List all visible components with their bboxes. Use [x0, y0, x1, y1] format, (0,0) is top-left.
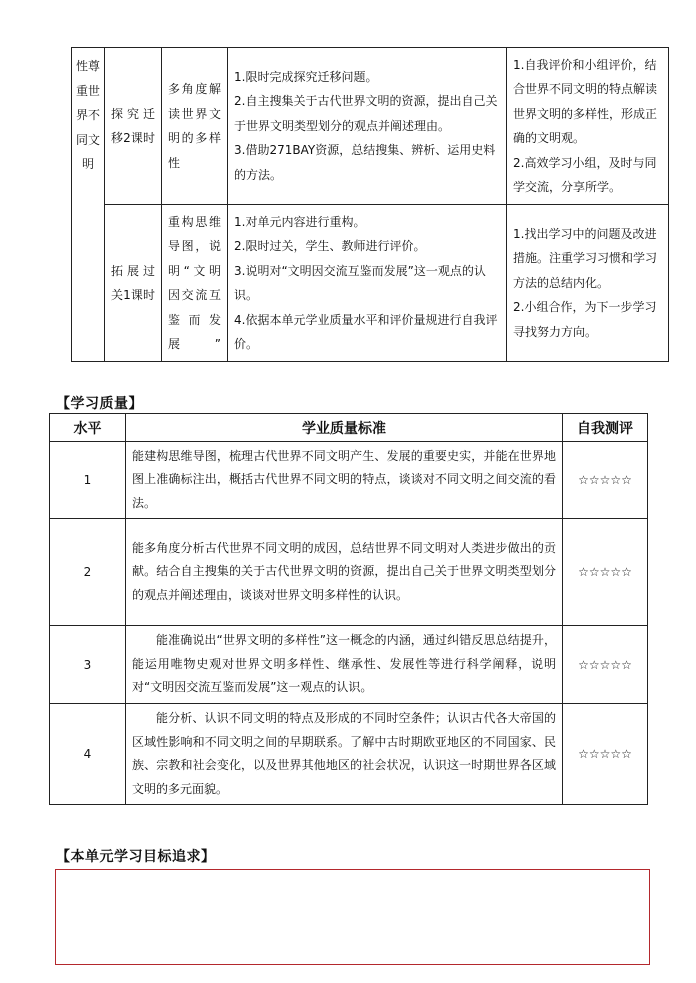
theme-cell — [72, 48, 105, 362]
table-row — [50, 519, 648, 626]
content-text: 重构思维导图，说明“文明因交流互鉴而发展” — [168, 214, 221, 351]
lesson-text: 探究迁移2课时 — [111, 106, 155, 145]
table-row — [50, 704, 648, 805]
theme-text: 性尊重世界不同文明 — [76, 59, 101, 171]
activities-cell — [228, 205, 507, 362]
table-row — [50, 442, 648, 519]
lesson-cell — [105, 48, 162, 205]
evaluation-item: 2.小组合作，为下一步学习寻找努力方向。 — [513, 300, 657, 339]
goal-input-box[interactable] — [55, 869, 650, 965]
lesson-text: 拓展过关1课时 — [111, 263, 155, 302]
star-rating[interactable]: ☆☆☆☆☆ — [563, 519, 648, 626]
table-row — [72, 205, 669, 362]
evaluation-item: 1.找出学习中的问题及改进措施。注重学习习惯和学习方法的总结内化。 — [513, 226, 658, 290]
level-cell: 4 — [50, 704, 126, 805]
activity-item: 1.限时完成探究迁移问题。 — [234, 69, 378, 84]
level-cell: 2 — [50, 519, 126, 626]
activity-item: 3.借助271BAY资源，总结搜集、辨析、运用史料的方法。 — [234, 143, 496, 182]
evaluation-cell — [507, 205, 669, 362]
activity-item: 1.对单元内容进行重构。 — [234, 214, 366, 229]
header-level: 水平 — [50, 414, 126, 442]
goal-section-title: 【本单元学习目标追求】 — [56, 849, 216, 865]
unit-plan-table — [71, 47, 669, 362]
activity-item: 4.依据本单元学业质量水平和评价量规进行自我评价。 — [234, 312, 498, 351]
standard-cell: 能分析、认识不同文明的特点及形成的不同时空条件；认识古代各大帝国的区域性影响和不同文明之间的早期联系。了解中古时期欧亚地区的不同国家、民族、宗教和社会变化，以及世界其他地区的社会状况，认识这一时期世界各区域文明的多元面貌。 — [126, 704, 563, 805]
evaluation-cell — [507, 48, 669, 205]
evaluation-item: 1.自我评价和小组评价，结合世界不同文明的特点解读世界文明的多样性，形成正确的文明观。 — [513, 57, 658, 145]
level-cell: 1 — [50, 442, 126, 519]
activity-item: 2.自主搜集关于古代世界文明的资源，提出自己关于世界文明类型划分的观点并阐述理由。 — [234, 94, 498, 133]
lesson-cell — [105, 205, 162, 362]
content-cell — [162, 205, 228, 362]
star-rating[interactable]: ☆☆☆☆☆ — [563, 626, 648, 704]
evaluation-item: 2.高效学习小组，及时与同学交流，分享所学。 — [513, 155, 657, 194]
header-standard: 学业质量标准 — [126, 414, 563, 442]
standard-cell: 能建构思维导图，梳理古代世界不同文明产生、发展的重要史实，并能在世界地图上准确标注出，概括古代世界不同文明的特点，谈谈对不同文明之间交流的看法。 — [126, 442, 563, 519]
quality-section-title: 【学习质量】 — [56, 396, 143, 412]
activities-cell — [228, 48, 507, 205]
star-rating[interactable]: ☆☆☆☆☆ — [563, 442, 648, 519]
table-row — [50, 626, 648, 704]
table-header-row — [50, 414, 648, 442]
star-rating[interactable]: ☆☆☆☆☆ — [563, 704, 648, 805]
quality-table — [49, 413, 648, 805]
standard-cell: 能多角度分析古代世界不同文明的成因，总结世界不同文明对人类进步做出的贡献。结合自主搜集的关于古代世界文明的资源，提出自己关于世界文明类型划分的观点并阐述理由，谈谈对世界文明多样性的认识。 — [126, 519, 563, 626]
level-cell: 3 — [50, 626, 126, 704]
table-row — [72, 48, 669, 205]
activity-item: 2.限时过关，学生、教师进行评价。 — [234, 239, 426, 253]
header-self-assessment: 自我测评 — [563, 414, 648, 442]
standard-cell: 能准确说出“世界文明的多样性”这一概念的内涵，通过纠错反思总结提升，能运用唯物史观对世界文明多样性、继承性、发展性等进行科学阐释，说明对“文明因交流互鉴而发展”这一观点的认识。 — [126, 626, 563, 704]
content-cell — [162, 48, 228, 205]
content-text: 多角度解读世界文明的多样性 — [168, 82, 221, 170]
activity-item: 3.说明对“文明因交流互鉴而发展”这一观点的认识。 — [234, 263, 486, 302]
